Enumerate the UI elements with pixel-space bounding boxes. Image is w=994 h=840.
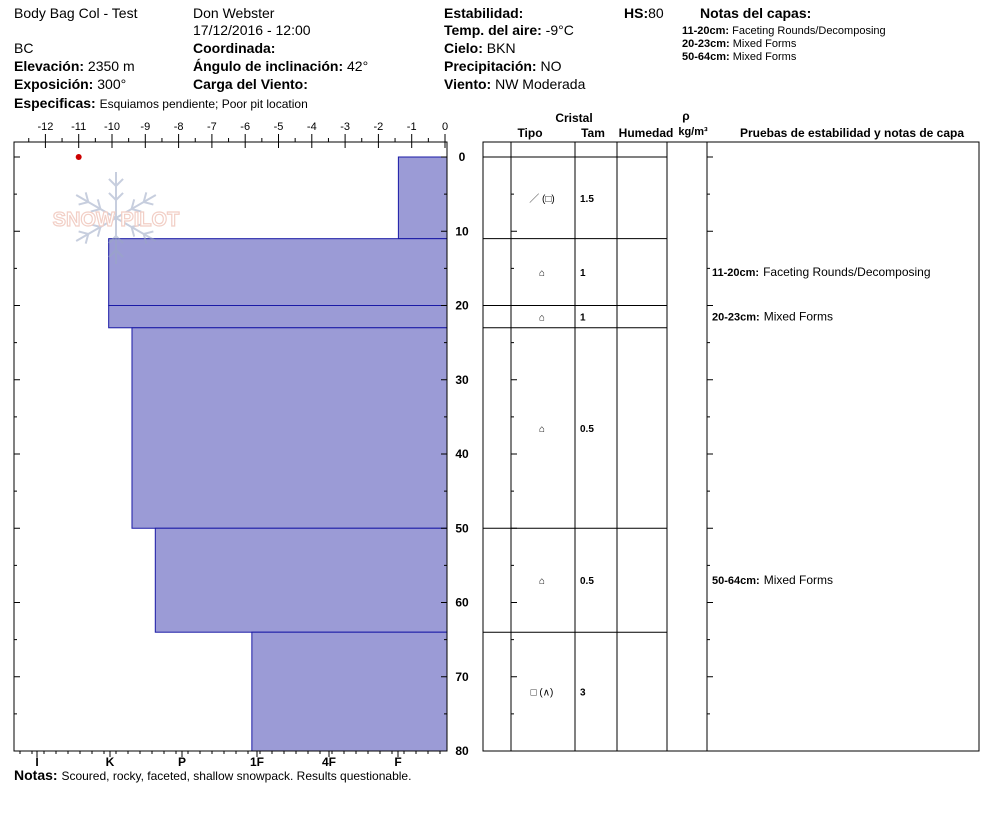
layer-test-range: 11-20cm: — [712, 267, 760, 280]
grain-size: 0.5 — [580, 424, 594, 436]
depth-tick-label: 80 — [455, 744, 469, 758]
temp-tick-label: -11 — [71, 121, 87, 133]
temp-tick-label: 0 — [441, 121, 449, 133]
hardness-tick-label: P — [177, 755, 187, 769]
layer-note-text: Faceting Rounds/Decomposing — [732, 25, 886, 37]
layer-bar — [109, 306, 447, 328]
layer-bar — [132, 328, 447, 528]
hardness-tick-label: F — [394, 755, 402, 769]
temp-tick-label: -9 — [140, 121, 151, 133]
snowflake-branch — [79, 202, 89, 205]
snowflake-branch — [109, 179, 116, 186]
observation-datetime: 17/12/2016 - 12:00 — [193, 22, 311, 38]
density-header: ρ — [682, 109, 690, 123]
depth-tick-label: 70 — [455, 669, 469, 684]
temp-tick-label: -8 — [173, 121, 184, 133]
observer-name: Don Webster — [193, 5, 275, 21]
depth-tick-label: 50 — [455, 521, 469, 536]
specifics-value: Esquiamos pendiente; Poor pit location — [99, 97, 308, 111]
cristal-header: Cristal — [555, 111, 593, 125]
layer-notes-title: Notas del capas: — [700, 5, 812, 21]
snowflake-branch — [109, 193, 116, 200]
region: BC — [14, 40, 34, 56]
grain-type: ⌂ — [538, 312, 546, 324]
layer-bar — [109, 239, 447, 306]
temp-tick-label: -10 — [104, 121, 120, 133]
depth-tick-label: 0 — [458, 150, 466, 164]
temp-tick-label: -4 — [306, 121, 317, 133]
grain-size: 1 — [580, 268, 586, 280]
grain-size: 0.5 — [580, 576, 594, 588]
hs-label: HS: — [624, 5, 649, 21]
layer-test-text: Mixed Forms — [763, 309, 834, 324]
aspect-label: Exposición: — [14, 76, 94, 92]
notes-value: Scoured, rocky, faceted, shallow snowpack. Results questionable. — [61, 769, 412, 783]
hs-value: 80 — [648, 5, 664, 21]
tipo-header: Tipo — [517, 126, 543, 140]
snowflake-branch — [79, 231, 89, 234]
temp-tick-label: -12 — [37, 121, 54, 133]
layer-test-note — [712, 573, 833, 587]
layer-bar — [155, 528, 447, 632]
snowflake-branch — [144, 202, 154, 205]
layer-note-text: Mixed Forms — [732, 38, 797, 50]
grain-type: ／ (□) — [529, 193, 555, 205]
sky-value: BKN — [486, 40, 516, 56]
temp-tick-label: -2 — [373, 121, 384, 133]
temp-tick-label: -3 — [340, 121, 350, 133]
table-frame — [483, 142, 979, 751]
elevation-label: Elevación: — [14, 58, 85, 74]
layer-note-range: 50-64cm: — [682, 51, 730, 63]
air-temp-value: -9°C — [545, 22, 574, 38]
temp-tick-label: -6 — [240, 121, 251, 133]
precip-label: Precipitación: — [444, 58, 537, 74]
wind-value: NW Moderada — [495, 76, 586, 92]
hardness-tick-label: I — [35, 755, 39, 769]
notes-row — [14, 767, 411, 783]
temperature-point — [76, 154, 82, 160]
coordinate-label: Coordinada: — [193, 40, 276, 56]
layer-test-range: 50-64cm: — [712, 575, 760, 588]
temp-tick-label: -1 — [406, 121, 417, 133]
snowflake-branch — [116, 179, 123, 186]
grain-type: □ (∧) — [530, 687, 554, 699]
hardness-tick-label: 1F — [249, 755, 265, 769]
layer-test-text: Faceting Rounds/Decomposing — [763, 265, 931, 280]
layer-table — [483, 142, 979, 751]
specifics-label: Especificas: — [14, 95, 96, 111]
logo-text: SNOW PILOT — [52, 209, 180, 231]
depth-tick-label: 20 — [455, 298, 469, 313]
temp-tick-label: -7 — [207, 121, 217, 133]
grain-type: ⌂ — [538, 576, 546, 588]
grain-type: ⌂ — [538, 268, 546, 280]
grain-size: 1.5 — [580, 193, 594, 205]
layer-note-range: 20-23cm: — [682, 38, 730, 50]
tests-header: Pruebas de estabilidad y notas de capa — [739, 126, 965, 140]
depth-tick-label: 60 — [455, 595, 469, 610]
layer-test-note — [712, 265, 931, 279]
slope-label: Ángulo de inclinación: — [193, 58, 344, 74]
layer-test-note — [712, 310, 833, 324]
precip-value: NO — [540, 58, 562, 74]
layer-bar — [252, 632, 447, 751]
notes-label: Notas: — [14, 767, 58, 783]
stability-label: Estabilidad: — [444, 5, 524, 21]
sky-label: Cielo: — [444, 40, 483, 56]
wind-load-label: Carga del Viento: — [193, 76, 308, 92]
grain-size: 3 — [580, 687, 586, 699]
temp-tick-label: -5 — [273, 121, 284, 133]
air-temp-label: Temp. del aire: — [444, 22, 542, 38]
hardness-tick-label: K — [105, 755, 115, 769]
layer-note-text: Mixed Forms — [732, 51, 797, 63]
layer-bar — [398, 157, 447, 239]
grain-size: 1 — [580, 312, 586, 324]
depth-tick-label: 10 — [455, 224, 469, 239]
density-unit: kg/m³ — [678, 126, 708, 138]
elevation-value: 2350 m — [87, 58, 135, 74]
aspect-value: 300° — [97, 76, 127, 92]
tam-header: Tam — [581, 126, 605, 140]
snowflake-branch — [116, 193, 123, 200]
humedad-header: Humedad — [618, 126, 674, 140]
snowflake-branch — [144, 231, 154, 234]
slope-value: 42° — [347, 58, 369, 74]
wind-label: Viento: — [444, 76, 492, 92]
layer-test-range: 20-23cm: — [712, 311, 760, 324]
depth-tick-label: 40 — [455, 447, 469, 461]
grain-type: ⌂ — [538, 424, 546, 436]
hardness-tick-label: 4F — [321, 755, 337, 769]
depth-tick-label: 30 — [455, 372, 469, 387]
layer-test-text: Mixed Forms — [763, 573, 834, 588]
layer-note-range: 11-20cm: — [682, 25, 730, 37]
location-name: Body Bag Col - Test — [14, 5, 138, 21]
